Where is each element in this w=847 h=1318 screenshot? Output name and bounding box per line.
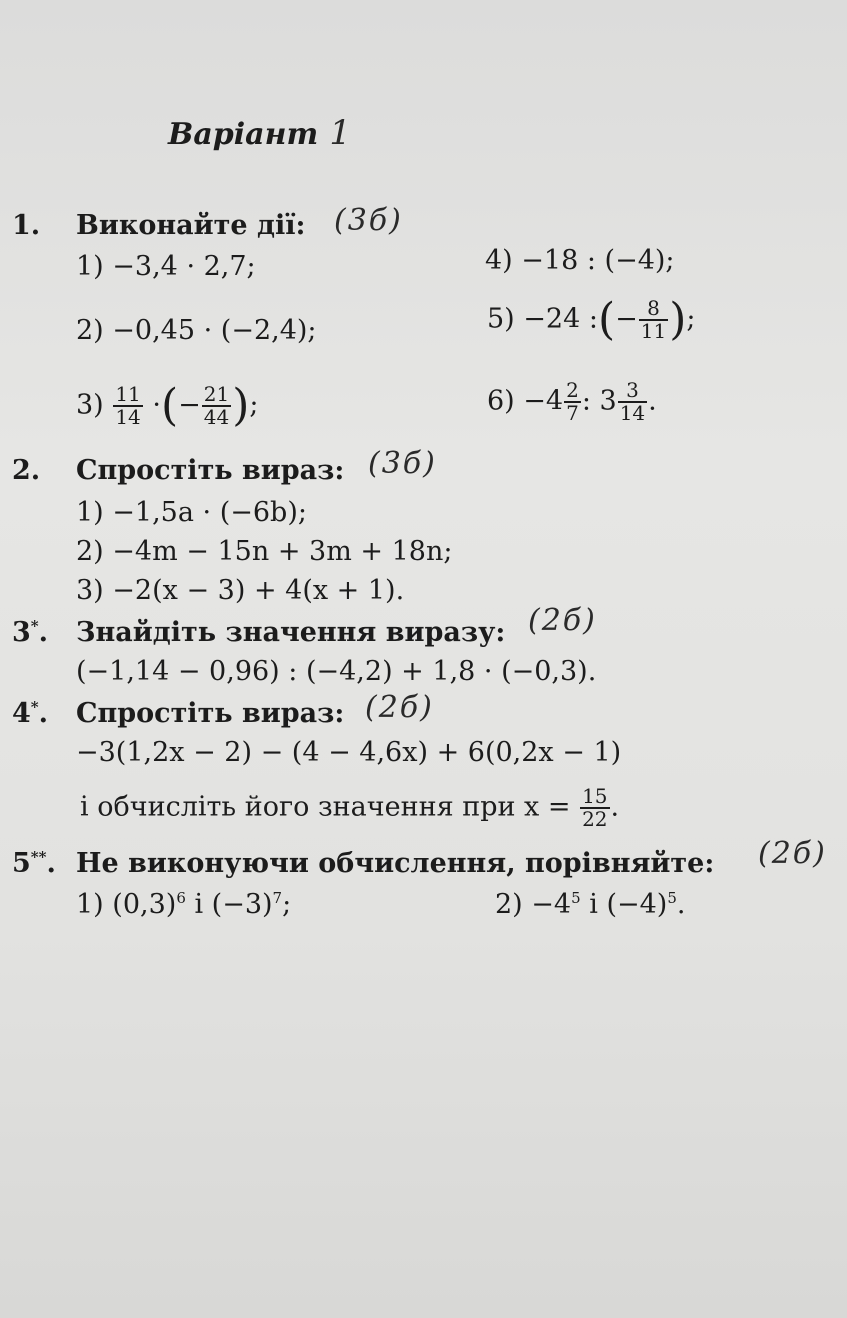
task-3-number — [12, 617, 48, 648]
variant-handwritten-number: 1 — [329, 113, 353, 153]
task-5-item-1 — [76, 889, 291, 920]
task-5-item-2-end: . — [676, 889, 686, 920]
task-2-item-3: 3) −2(x − 3) + 4(x + 1). — [76, 575, 405, 606]
right-paren: ) — [232, 380, 250, 431]
fraction-denominator: 7 — [566, 401, 579, 425]
task-4-expression: −3(1,2x − 2) − (4 − 4,6x) + 6(0,2x − 1) — [76, 737, 622, 768]
fraction-numerator: 2 — [566, 378, 579, 402]
task-1-item-6 — [487, 380, 657, 424]
task-1-points: (3б) — [334, 203, 403, 238]
fraction-numerator: 11 — [115, 382, 141, 406]
task-4-star: * — [30, 698, 39, 716]
task-3-expression: (−1,14 − 0,96) : (−4,2) + 1,8 · (−0,3). — [76, 656, 597, 687]
task-4-dot: . — [38, 698, 49, 729]
task-1-item-6-suffix: . — [648, 385, 657, 417]
task-3-number-digit: 3 — [12, 617, 31, 648]
task-1-item-3-prefix: 3) — [76, 389, 104, 421]
task-1-item-3-suffix: ; — [249, 389, 259, 421]
task-4-points: (2б) — [365, 690, 434, 725]
fraction-denominator: 14 — [619, 401, 646, 425]
task-5-number-digit: 5 — [12, 848, 31, 879]
fraction-numerator: 21 — [203, 382, 230, 406]
task-5-star: ** — [30, 848, 47, 866]
task-4-heading: Спростіть вираз: — [76, 698, 345, 729]
task-1-heading: Виконайте дії: — [76, 210, 306, 241]
fraction-denominator: 44 — [203, 405, 230, 429]
fraction-numerator: 8 — [639, 298, 668, 321]
task-1-item-5 — [487, 294, 696, 345]
left-paren: ( — [597, 294, 616, 345]
fraction-denominator: 11 — [640, 319, 667, 343]
task-1-item-2: 2) −0,45 · (−2,4); — [76, 315, 317, 346]
task-5-item-1-a: 1) (0,3) — [76, 889, 177, 920]
exponent: 7 — [272, 889, 283, 907]
task-4-fraction — [580, 786, 609, 830]
task-1-item-5-prefix: 5) −24 : — [487, 303, 598, 335]
task-5-item-2 — [495, 889, 685, 920]
task-2-number: 2. — [12, 455, 41, 486]
task-4-line-2-suffix: . — [610, 791, 620, 823]
fraction-numerator: 3 — [618, 380, 647, 403]
task-1-item-3-minus: − — [178, 389, 201, 421]
task-2-item-2: 2) −4m − 15n + 3m + 18n; — [76, 536, 453, 567]
task-1-item-6-fraction-1 — [564, 380, 581, 424]
task-1-item-4: 4) −18 : (−4); — [485, 245, 675, 276]
task-1-item-3-fraction-1 — [113, 384, 142, 428]
task-3-heading: Знайдіть значення виразу: — [76, 617, 506, 648]
task-1-item-5-minus: − — [615, 303, 638, 335]
task-1-item-5-suffix: ; — [686, 303, 696, 335]
task-4-line-2-prefix: і обчисліть його значення при x = — [80, 791, 571, 823]
task-1-item-3-fraction-2 — [202, 384, 231, 428]
fraction-numerator: 15 — [582, 784, 608, 808]
task-5-item-2-a: 2) −4 — [495, 889, 572, 920]
task-4-number-digit: 4 — [12, 698, 31, 729]
task-3-dot: . — [38, 617, 49, 648]
exponent: 6 — [176, 889, 186, 907]
task-1-item-3-dot: · — [152, 389, 161, 421]
task-5-item-2-b: і (−4) — [580, 889, 668, 920]
task-5-dot: . — [46, 848, 56, 879]
task-4-number — [12, 698, 48, 729]
task-2-heading: Спростіть вираз: — [76, 455, 345, 486]
task-1-item-6-prefix: 6) −4 — [487, 385, 564, 417]
task-4-line-2 — [80, 786, 619, 830]
task-5-points: (2б) — [758, 836, 827, 871]
exponent: 5 — [571, 889, 581, 907]
task-2-points: (3б) — [368, 446, 437, 481]
exponent: 5 — [667, 889, 677, 907]
left-paren: ( — [160, 380, 179, 431]
task-3-star: * — [30, 617, 39, 635]
variant-title-text: Варіант — [168, 117, 319, 152]
task-1-number: 1. — [12, 210, 41, 241]
right-paren: ) — [669, 294, 687, 345]
task-5-item-1-end: ; — [282, 889, 292, 920]
task-1-item-6-mid: : 3 — [581, 385, 617, 417]
task-1-item-1: 1) −3,4 · 2,7; — [76, 251, 256, 282]
task-1-item-5-fraction — [639, 298, 668, 342]
variant-title — [168, 113, 353, 153]
task-2-item-1: 1) −1,5a · (−6b); — [76, 497, 307, 528]
task-1-item-3 — [76, 380, 259, 431]
task-5-item-1-b: і (−3) — [185, 889, 273, 920]
task-1-item-6-fraction-2 — [618, 380, 647, 424]
task-5-number — [12, 848, 56, 879]
task-5-heading: Не виконуючи обчислення, порівняйте: — [76, 848, 715, 879]
fraction-denominator: 14 — [115, 405, 141, 429]
fraction-denominator: 22 — [582, 807, 608, 831]
task-3-points: (2б) — [528, 603, 597, 638]
